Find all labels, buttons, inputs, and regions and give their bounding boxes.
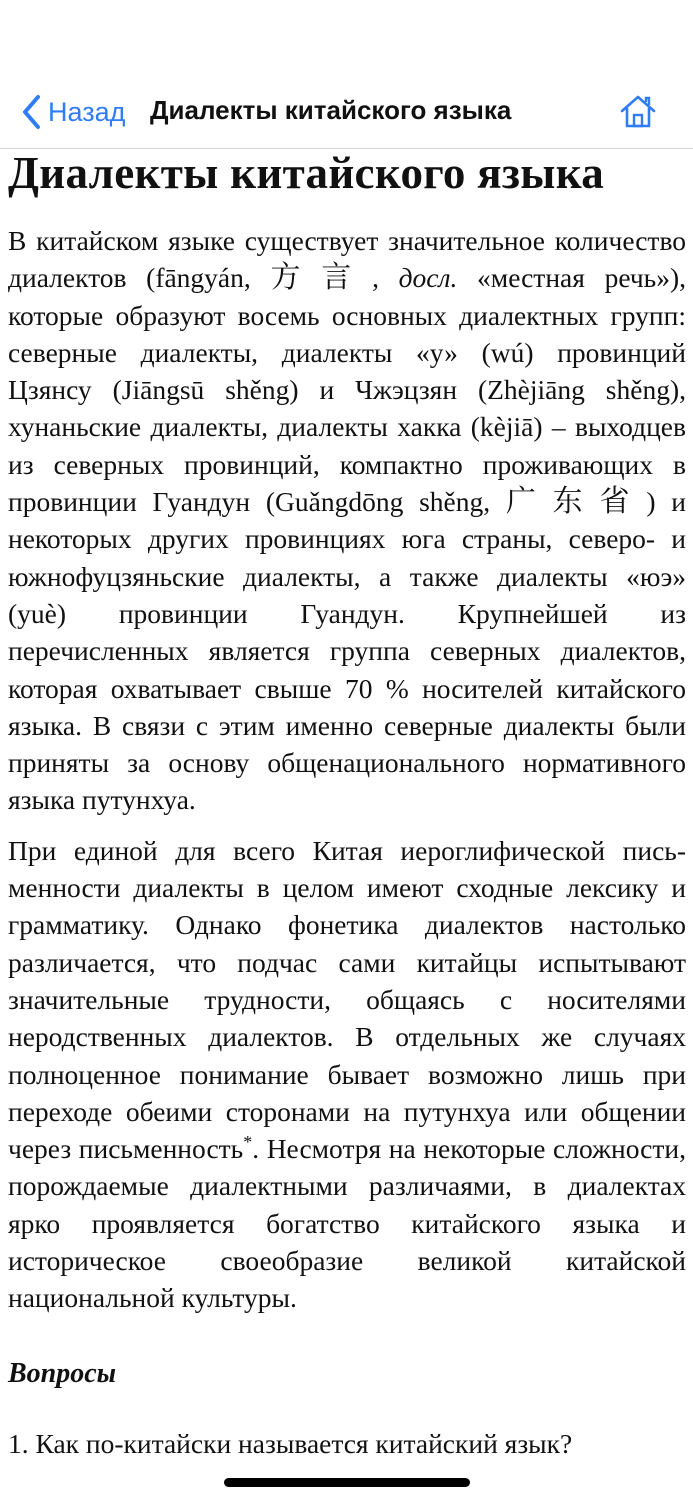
footnote-marker[interactable]: * — [243, 1131, 253, 1152]
chevron-left-icon — [20, 94, 42, 130]
paragraph-2-text-b: . Несмотря на некоторые сложности, порождаемые диалектными различаями, в диалектах ярко проявляется богатство китайского языка и историческое своеобразие великой китайской национальной культуры. — [8, 1133, 686, 1314]
home-icon[interactable] — [618, 92, 658, 132]
chinese-text-guangdong: 广东省 — [505, 484, 647, 520]
article-heading: Диалекты китайского языка — [8, 148, 605, 198]
back-button-label: Назад — [48, 96, 126, 127]
paragraph-1-text-b: , — [372, 262, 399, 294]
abbreviation-dosl: досл. — [398, 262, 458, 294]
navigation-bar — [0, 82, 693, 149]
questions-heading: Вопросы — [8, 1357, 117, 1389]
back-button[interactable] — [20, 92, 125, 132]
paragraph-1-text-d: ) и некоторых других провинциях юга страны, северо- и южнофуцзяньские диалекты, а также диалекты «юэ» (yuè) провинции Гуандун. Крупнейшей из перечисленных является группа северных диалектов, которая охватывает свыше 70 % носителей китайского языка. В связи с этим именно северные диалекты были приняты за основу общенационального нормативного языка путунхуа. — [8, 486, 686, 816]
question-1: 1. Как по-китайски называется китайский язык? — [8, 1427, 573, 1459]
paragraph-1-text-c: «местная речь»), которые образуют восемь основных диалектных групп: северные диалекты, диалекты «у» (wú) провинций Цзянсу (Jiāngsū shěng) и Чжэцзян (Zhèjiāng shěng), хунаньские диалекты, диалекты хакка (kèjiā) – выходцев из северных провинций, компактно проживающих в провинции Гуандун (Guǎngdōng shěng, — [8, 262, 687, 518]
paragraph-1-text-a: В китайском языке существует значительное количество диалектов (fāngyán, — [8, 225, 686, 294]
article-content — [8, 145, 686, 1464]
article-paragraph-2 — [8, 832, 686, 1317]
article-paragraph-1 — [8, 222, 686, 819]
nav-title: Диалекты китайского языка — [150, 95, 512, 125]
chinese-text-fangyan: 方言 — [270, 260, 373, 296]
paragraph-2-text-a: При единой для всего Китая иероглифической письменности диалекты в целом имеют сходные лексику и грамматику. Однако фонетика диалектов настолько различается, что подчас сами китайцы испытывают значительные трудности, общаясь с носителями неродственных диалектов. В отдельных же случаях полноценное понимание бывает возможно лишь при переходе обеими сторонами на путунхуа или общении через письменность — [8, 834, 686, 1165]
home-indicator[interactable] — [224, 1478, 470, 1487]
